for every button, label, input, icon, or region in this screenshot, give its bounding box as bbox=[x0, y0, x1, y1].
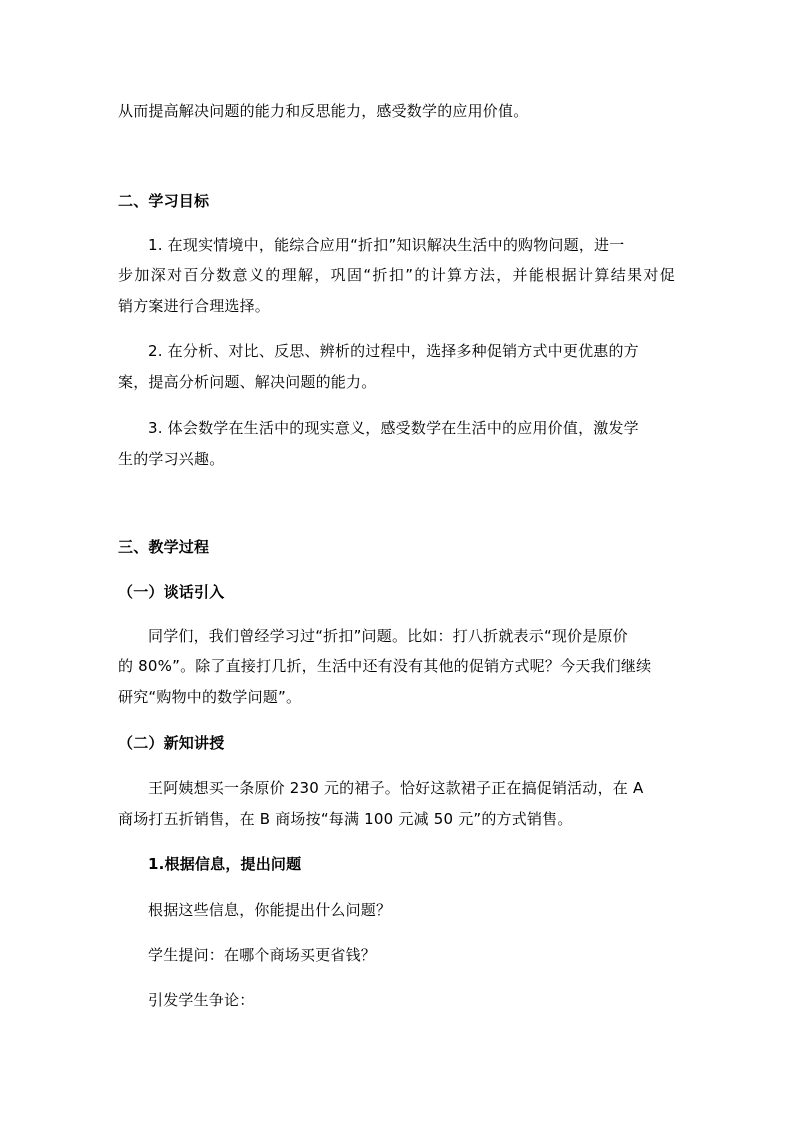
paragraph-line: 从而提高解决问题的能力和反思能力，感受数学的应用价值。 bbox=[118, 102, 529, 120]
goal-2-line-1: 2. 在分析、对比、反思、辨析的过程中，选择多种促销方式中更优惠的方 bbox=[148, 342, 639, 360]
intro-line-2: 的 80%”。除了直接打几折，生活中还有没有其他的促销方式呢？今天我们继续 bbox=[118, 657, 652, 675]
subsection-heading-intro: （一）谈话引入 bbox=[118, 583, 225, 601]
goal-1-line-1: 1. 在现实情境中，能综合应用“折扣”知识解决生活中的购物问题，进一 bbox=[148, 236, 625, 254]
debate-line: 引发学生争论： bbox=[148, 991, 255, 1009]
subsection-heading-new-knowledge: （二）新知讲授 bbox=[118, 734, 225, 752]
question-line: 根据这些信息，你能提出什么问题？ bbox=[148, 901, 392, 919]
student-question-line: 学生提问：在哪个商场买更省钱？ bbox=[148, 946, 377, 964]
section-heading-process: 三、教学过程 bbox=[118, 538, 210, 556]
problem-line-1: 王阿姨想买一条原价 230 元的裙子。恰好这款裙子正在搞促销活动，在 A bbox=[148, 779, 644, 797]
goal-3-line-2: 生的学习兴趣。 bbox=[118, 450, 225, 468]
intro-line-1: 同学们，我们曾经学习过“折扣”问题。比如：打八折就表示“现价是原价 bbox=[148, 627, 628, 645]
section-heading-goals: 二、学习目标 bbox=[118, 192, 210, 210]
goal-3-line-1: 3. 体会数学在生活中的现实意义，感受数学在生活中的应用价值，激发学 bbox=[148, 419, 639, 437]
intro-line-3: 研究“购物中的数学问题”。 bbox=[118, 688, 302, 706]
goal-2-line-2: 案，提高分析问题、解决问题的能力。 bbox=[118, 373, 377, 391]
goal-1-line-3: 销方案进行合理选择。 bbox=[118, 297, 271, 315]
problem-line-2: 商场打五折销售，在 B 商场按“每满 100 元减 50 元”的方式销售。 bbox=[118, 810, 573, 828]
step-heading: 1.根据信息，提出问题 bbox=[148, 855, 302, 873]
goal-1-line-2: 步加深对百分数意义的理解，巩固“折扣”的计算方法，并能根据计算结果对促 bbox=[118, 266, 675, 284]
